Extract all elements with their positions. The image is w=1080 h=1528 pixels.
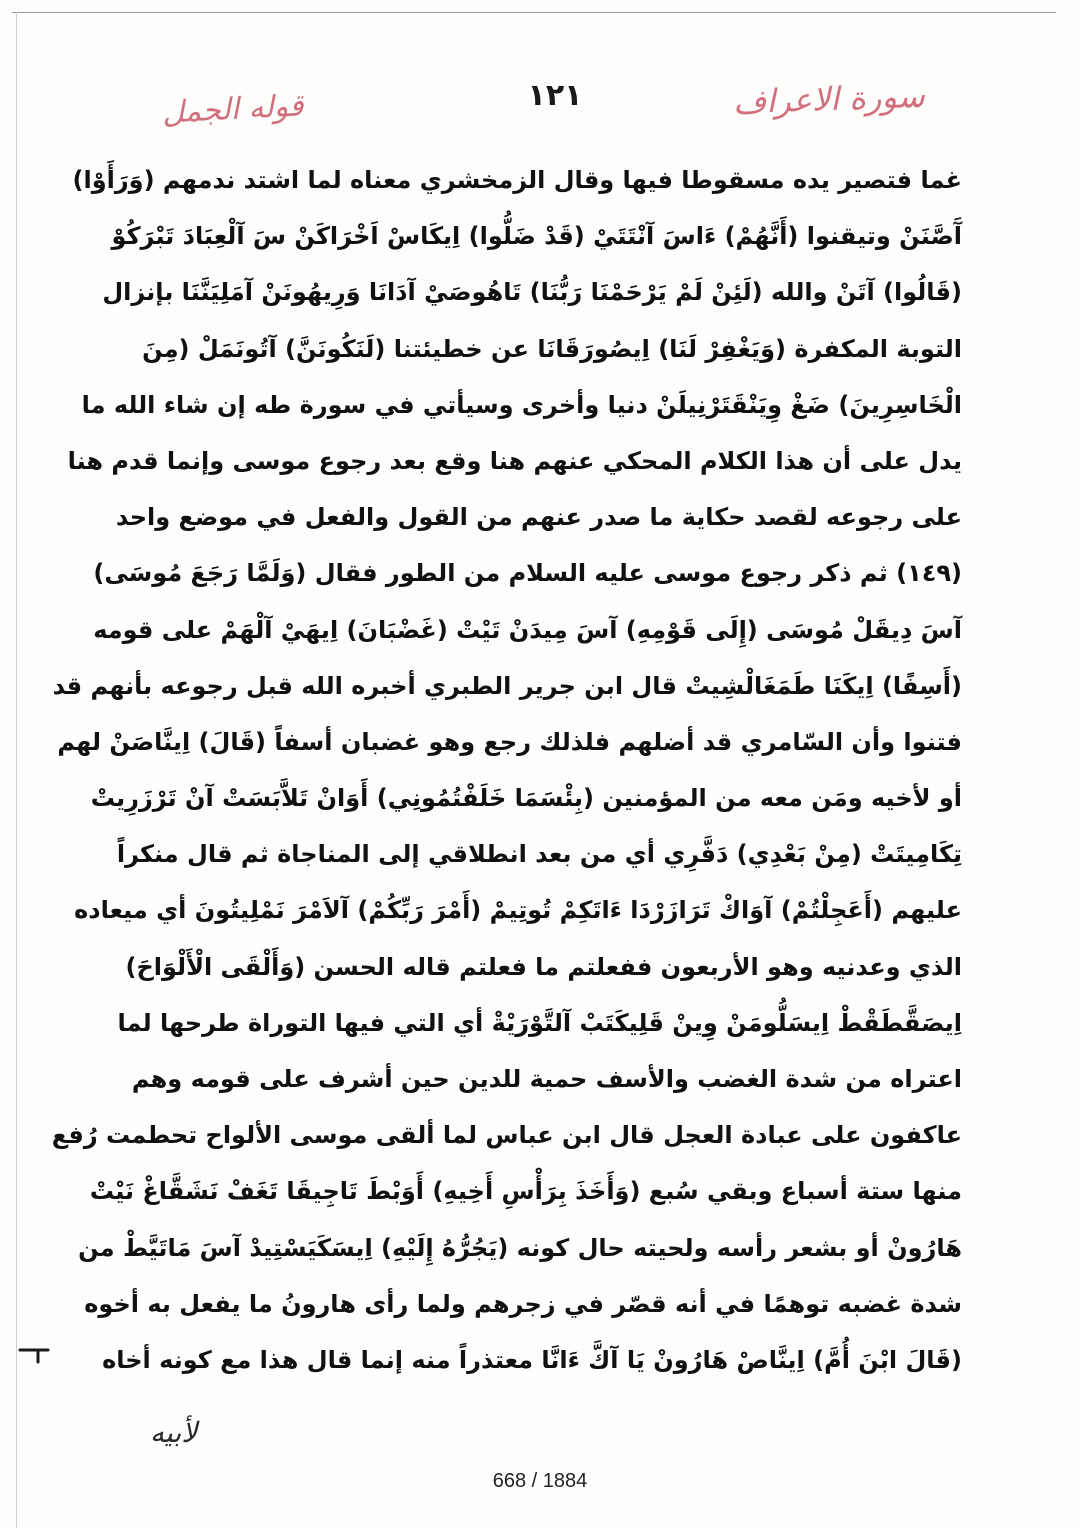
text-line: شدة غضبه توهمًا في أنه قصّر في زجرهم ولما رأى هارونُ ما يفعل به أخوه	[84, 1289, 962, 1318]
page-number: ١٢١	[527, 78, 583, 113]
margin-tick-mark	[18, 1342, 58, 1368]
body-text	[51, 152, 962, 1388]
text-line: (١٤٩) ثم ذكر رجوع موسى عليه السلام من الطور فقال (وَلَمَّا رَجَعَ مُوسَى)	[93, 559, 962, 588]
text-line: عاكفون على عبادة العجل قال ابن عباس لما ألقى موسى الألواح تحطمت رُفع	[51, 1121, 962, 1150]
handwritten-margin-note: قوله الجمل	[161, 88, 305, 131]
text-line: الذي وعدنيه وهو الأربعون ففعلتم ما فعلتم قاله الحسن (وَأَلْقَى الْأَلْوَاحَ)	[125, 952, 962, 981]
text-line: عليهم (أَعَجِلْتُمْ) آوَاكْ تَرَازَرْدَا ءَاتَكِمْ تُوتِيمْ (أَمْرَ رَبِّكُمْ) آلاَمْرَ نَمْلِيتُونَ أي ميعاده	[74, 896, 962, 925]
text-line: (قَالُوا) آتَنْ والله (لَئِنْ لَمْ يَرْحَمْنَا رَبُّنَا) تَاهُوصَيْ آدَانَا وَرِيهُونَنْ آمَلِيَنَّنَا بإنزال	[102, 278, 962, 307]
text-line: اعتراه من شدة الغضب والأسف حمية للدين حين أشرف على قومه وهم	[131, 1065, 962, 1093]
text-line: أو لأخيه ومَن معه من المؤمنين (بِئْسَمَا خَلَفْتُمُونِي) أَوَانْ تَلاَّبَسَتْ آنْ تَرْزَرِيتْ	[90, 784, 962, 813]
text-line: غما فتصير يده مسقوطا فيها وقال الزمخشري معناه لما اشتد ندمهم (وَرَأَوْا)	[72, 166, 962, 194]
text-line: (أَسِفًا) اِيكَنَا طَمَغَالْشِيتْ قال ابن جرير الطبري أخبره الله قبل رجوعه بأنهم قد	[52, 671, 962, 700]
text-line: هَارُونْ أو بشعر رأسه ولحيته حال كونه (يَجُرُّهُ إِلَيْهِ) اِيسَكَيَسْتِيدْ آسَ مَاتَيَّطْ من	[78, 1233, 962, 1262]
text-line: التوبة المكفرة (وَيَغْفِرْ لَنَا) اِيصُورَقَانَا عن خطيئتنا (لَنَكُونَنَّ) آتُونَمَلْ (مِنَ	[142, 334, 962, 363]
handwritten-surah-note: سورة الاعراف	[732, 76, 926, 122]
text-line: فتنوا وأن السّامري قد أضلهم فلذلك رجع وهو غضبان أسفاً (قَالَ) اِينَّاصَنْ لهم	[57, 727, 962, 756]
text-line: يدل على أن هذا الكلام المحكي عنهم هنا وقع بعد رجوع موسى وإنما قدم هنا	[67, 446, 962, 475]
handwritten-signature: لأبيه	[150, 1416, 198, 1449]
page-counter: 668 / 1884	[492, 1470, 588, 1492]
left-edge-line	[16, 12, 17, 1528]
text-line: آَصَّنَنْ وتيقنوا (أَنَّهُمْ) ءَاسَ آنْتَتَيْ (قَدْ ضَلُّوا) اِيكَاسْ اَخْرَاكَنْ سَ آلْعِبَادَ تَبْرَكُوْ	[111, 222, 962, 251]
text-line: تِكَامِيتَتْ (مِنْ بَعْدِي) دَفَّرِي أي من بعد انطلاقي إلى المناجاة ثم قال منكراً	[116, 840, 962, 869]
text-line: اِيصَقَّطَقْطْ اِيسَلُّومَنْ وِينْ قَلِيكَتَبْ آلتَّوْرَيْةْ أي التي فيها التوراة طرحها لما	[117, 1008, 962, 1037]
text-line: على رجوعه لقصد حكاية ما صدر عنهم من القول والفعل في موضع واحد	[115, 503, 962, 532]
text-line: (قَالَ ابْنَ أُمَّ) اِينَّاصْ هَارُونْ يَا آكَّ ءَانَّا معتذراً منه إنما قال هذا مع كونه أخاه	[102, 1345, 962, 1374]
text-line: منها ستة أسباع وبقي سُبع (وَأَخَذَ بِرَأْسِ أَخِيهِ) أَوَبْطَ تَاجِيقَا تَغَفْ نَشَقَّاغْ نَيْتْ	[89, 1177, 962, 1206]
top-edge-rule	[12, 12, 1056, 13]
text-line: آسَ دِيقَلْ مُوسَى (إِلَى قَوْمِهِ) آسَ مِيدَنْ تَيْتْ (غَضْبَانَ) اِيهَيْ آلْهَمْ على قومه	[93, 615, 962, 644]
text-line: الْخَاسِرِينَ) ضَغْ وِيَنْقَتَرْنِيلَنْ دنيا وأخرى وسيأتي في سورة طه إن شاء الله ما	[81, 390, 962, 419]
